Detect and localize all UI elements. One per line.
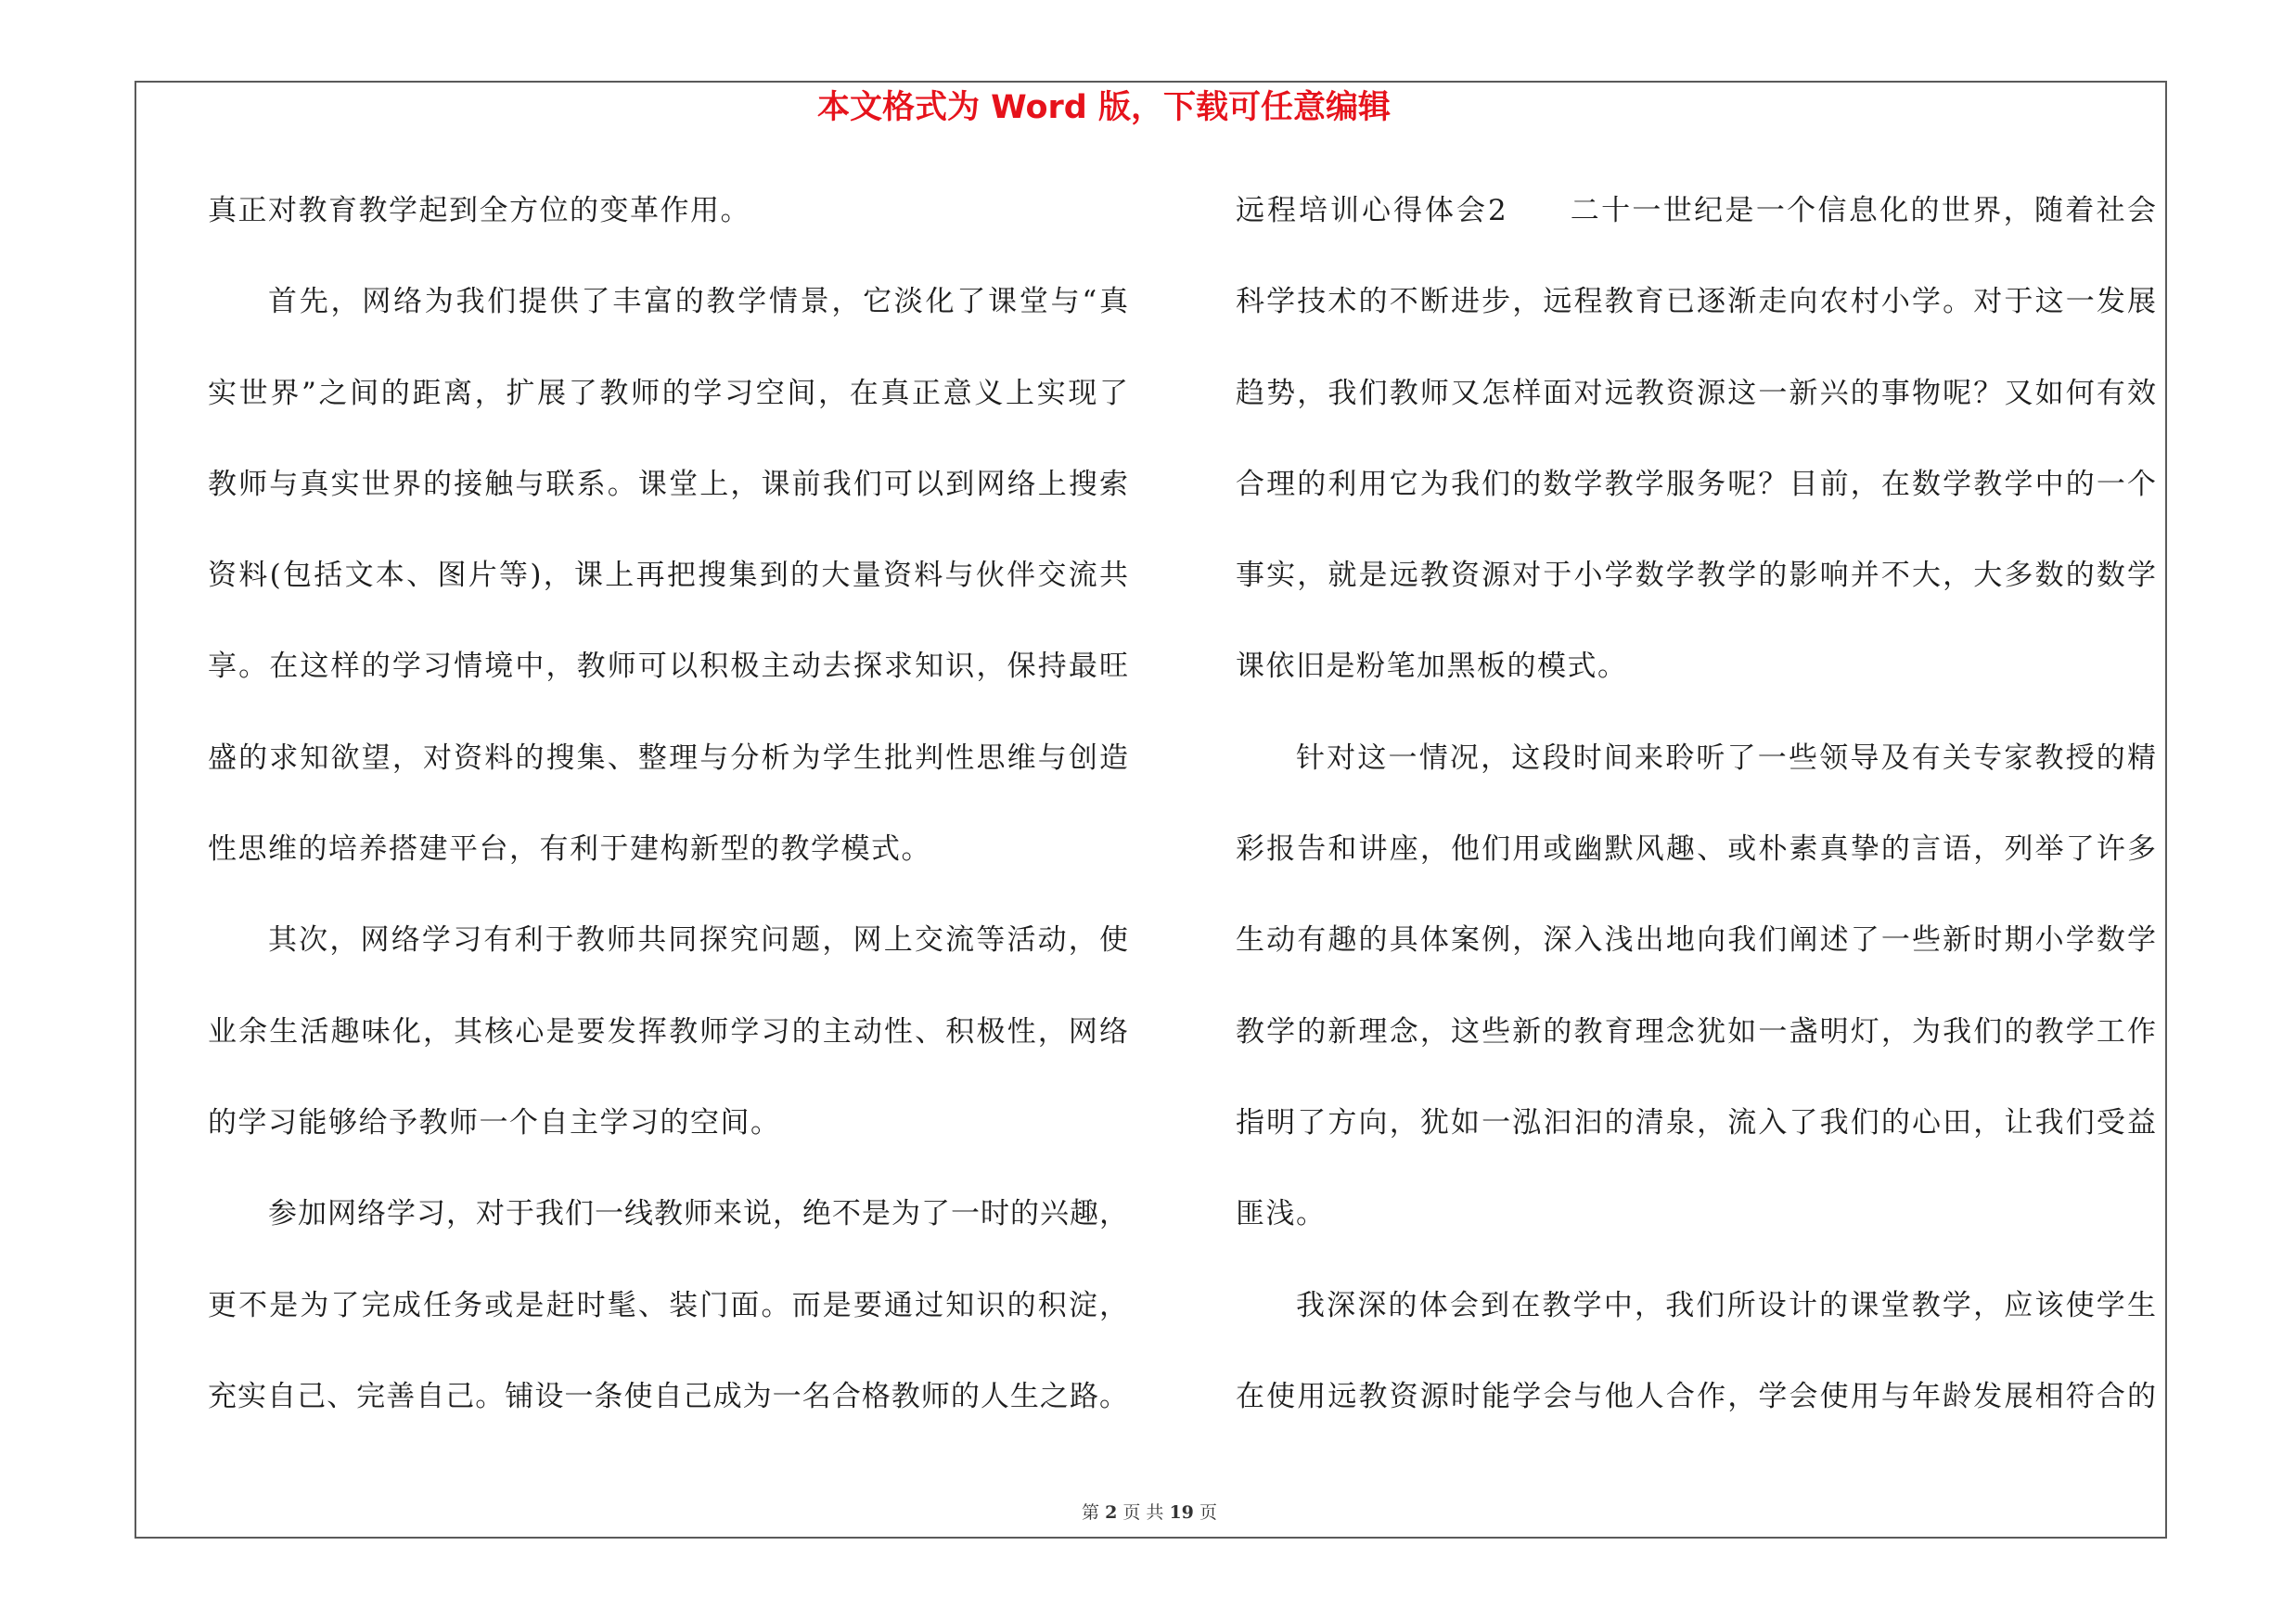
text-line-content: 二十一世纪是一个信息化的世界，随着社会 [1570, 194, 2156, 227]
paragraph [1236, 1260, 2156, 1443]
right-column [1236, 165, 2156, 1442]
paragraph [1236, 713, 2156, 1260]
text-line: 性思维的培养搭建平台，有利于建构新型的教学模式。 [208, 832, 931, 867]
text-line: 生动有趣的具体案例，深入浅出地向我们阐述了一些新时期小学数学 [1236, 923, 2156, 958]
text-line: 合理的利用它为我们的数学教学服务呢？目前，在数学教学中的一个 [1236, 467, 2156, 501]
paragraph [208, 165, 1128, 256]
text-line: 享。在这样的学习情境中，教师可以积极主动去探求知识，保持最旺 [208, 650, 1128, 684]
text-line: 其次，网络学习有利于教师共同探究问题，网上交流等活动，使 [268, 923, 1128, 958]
text-line: 课依旧是粉笔加黑板的模式。 [1236, 650, 1628, 684]
paragraph [208, 895, 1128, 1168]
text-line: 事实，就是远教资源对于小学数学教学的影响并不大，大多数的数学 [1236, 559, 2156, 593]
format-notice-banner: 本文格式为 Word 版，下载可任意编辑 [816, 89, 1392, 126]
text-line: 我深深的体会到在教学中，我们所设计的课堂教学，应该使学生 [1296, 1288, 2156, 1322]
text-line: 科学技术的不断进步，远程教育已逐渐走向农村小学。对于这一发展 [1236, 285, 2156, 319]
text-line: 充实自己、完善自己。铺设一条使自己成为一名合格教师的人生之路。 [208, 1379, 1128, 1413]
left-column [208, 165, 1128, 1442]
paragraph [1236, 165, 2156, 713]
text-line: 针对这一情况，这段时间来聆听了一些领导及有关专家教授的精 [1296, 741, 2156, 775]
text-line: 盛的求知欲望，对资料的搜集、整理与分析为学生批判性思维与创造 [208, 741, 1128, 775]
text-line: 匪浅。 [1236, 1197, 1327, 1231]
paragraph [208, 1168, 1128, 1442]
text-line: 参加网络学习，对于我们一线教师来说，绝不是为了一时的兴趣， [268, 1197, 1128, 1231]
text-line: 教学的新理念，这些新的教育理念犹如一盏明灯，为我们的教学工作 [1236, 1014, 2156, 1049]
text-line: 资料(包括文本、图片等)，课上再把搜集到的大量资料与伙伴交流共 [208, 559, 1128, 593]
text-line: 业余生活趣味化，其核心是要发挥教师学习的主动性、积极性，网络 [208, 1014, 1128, 1049]
total-page-count: 19 [1169, 1502, 1194, 1523]
text-line [1236, 165, 2156, 256]
section-heading: 远程培训心得体会2 [1236, 194, 1509, 227]
text-line: 更不是为了完成任务或是赶时髦、装门面。而是要通过知识的积淀， [208, 1288, 1128, 1322]
footer-prefix: 第 [1082, 1502, 1100, 1523]
text-line: 趋势，我们教师又怎样面对远教资源这一新兴的事物呢？又如何有效 [1236, 376, 2156, 410]
current-page-number: 2 [1105, 1502, 1118, 1523]
text-line: 真正对教育教学起到全方位的变革作用。 [208, 194, 750, 227]
text-line: 在使用远教资源时能学会与他人合作，学会使用与年龄发展相符合的 [1236, 1379, 2156, 1413]
footer-suffix: 页 [1199, 1502, 1217, 1523]
text-line: 彩报告和讲座，他们用或幽默风趣、或朴素真挚的言语，列举了许多 [1236, 832, 2156, 867]
text-line: 的学习能够给予教师一个自主学习的空间。 [208, 1105, 781, 1140]
text-line: 实世界”之间的距离，扩展了教师的学习空间，在真正意义上实现了 [208, 376, 1128, 410]
text-line: 首先，网络为我们提供了丰富的教学情景，它淡化了课堂与“真 [268, 285, 1128, 319]
page-number-footer [964, 1500, 1335, 1526]
footer-middle: 页 共 [1122, 1502, 1164, 1523]
text-line: 指明了方向，犹如一泓汩汩的清泉，流入了我们的心田，让我们受益 [1236, 1105, 2156, 1140]
paragraph [208, 256, 1128, 895]
text-line: 教师与真实世界的接触与联系。课堂上，课前我们可以到网络上搜索 [208, 467, 1128, 501]
